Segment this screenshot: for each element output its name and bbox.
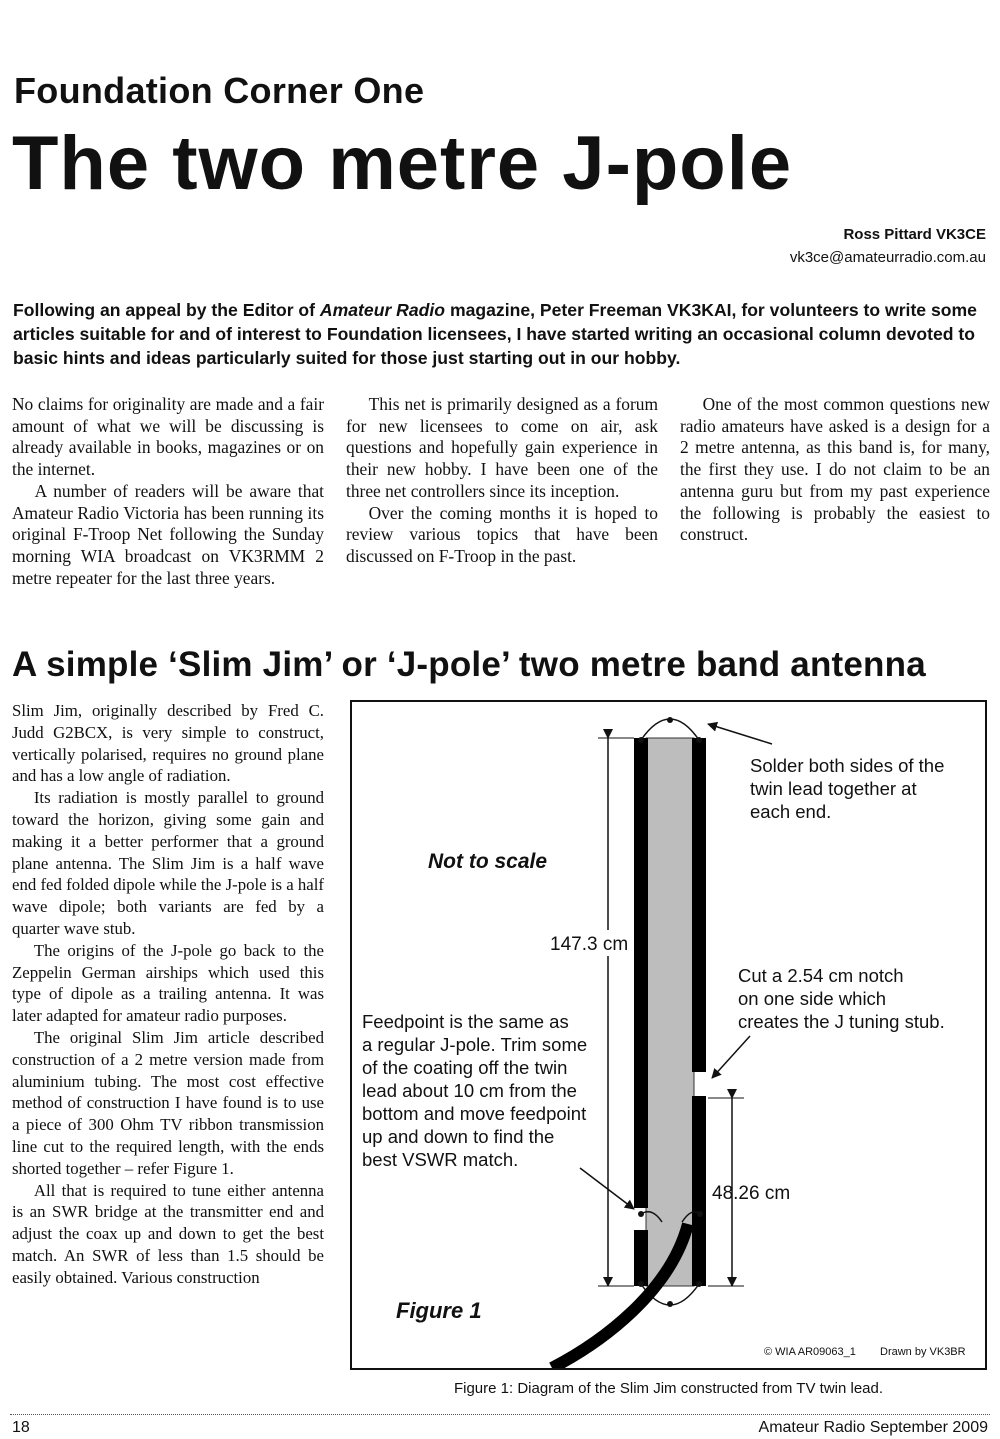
right-conductor-upper	[692, 738, 706, 1072]
intro-magazine-name: Amateur Radio	[319, 300, 446, 320]
drawn-by-note: Drawn by VK3BR	[880, 1346, 966, 1358]
solder-note-line: each end.	[750, 801, 832, 822]
notch-note-line: Cut a 2.54 cm notch	[738, 965, 904, 986]
bottom-solder-dot-mid	[667, 1301, 673, 1307]
slim-jim-diagram	[352, 702, 985, 1368]
paragraph: The origins of the J-pole go back to the Zeppelin German airships which used this type of dipole as a trailing antenna. It was later adapted for amateur radio purposes.	[12, 940, 324, 1026]
right-conductor-lower	[692, 1096, 706, 1286]
notch-note-line: on one side which	[738, 988, 887, 1009]
page-title: The two metre J-pole	[12, 121, 793, 206]
feedpoint-note-line: a regular J-pole. Trim some	[362, 1034, 588, 1055]
feedpoint-note-arrow	[580, 1168, 634, 1209]
article-column-2	[346, 394, 658, 568]
figure-caption: Figure 1: Diagram of the Slim Jim constructed from TV twin lead.	[453, 1380, 884, 1397]
intro-text-end: magazine, Peter Freeman VK3KAI, for volunteers to write some articles suitable for and of interest to Foundation licensees, I have started writing an occasional column devoted to basic hints and ideas particularly suited for those just starting out in our hobby.	[13, 300, 977, 368]
author-email[interactable]: vk3ce@amateurradio.com.au	[789, 249, 986, 266]
notch-note-line: creates the J tuning stub.	[738, 1011, 945, 1032]
footer-divider	[10, 1414, 990, 1415]
paragraph: One of the most common questions new radio amateurs have asked is a design for a 2 metre antenna, as this band is, for many, the first they use. I do not claim to be an antenna guru but from my past experience the following is probably the easiest to construct.	[680, 394, 990, 545]
feedpoint-note-line: bottom and move feedpoint	[362, 1103, 587, 1124]
figure-label: Figure 1	[396, 1298, 482, 1323]
left-conductor-upper	[634, 738, 648, 1208]
feed-dot-left	[638, 1211, 644, 1217]
copyright-note: © WIA AR09063_1	[764, 1346, 856, 1358]
total-length-label: 147.3 cm	[550, 934, 629, 955]
top-solder-dot-right	[696, 737, 702, 743]
solder-note-arrow	[708, 724, 772, 744]
page-number: 18	[12, 1419, 30, 1436]
twin-lead-dielectric	[646, 738, 694, 1286]
figure-1-box	[350, 700, 987, 1370]
feedpoint-note-line: lead about 10 cm from the	[362, 1080, 577, 1101]
top-solder-dot-left	[638, 737, 644, 743]
paragraph: This net is primarily designed as a forum for new licensees to come on air, ask questions and hopefully gain experience in their new hobby. I have been one of the three net controllers since its inception.	[346, 394, 658, 501]
paragraph: A number of readers will be aware that Amateur Radio Victoria has been running its original F-Troop Net following the Sunday morning WIA broadcast on VK3RMM 2 metre repeater for the last three years.	[12, 480, 324, 588]
paragraph: No claims for originality are made and a fair amount of what we will be discussing is already available in books, magazines or on the internet.	[12, 394, 324, 480]
not-to-scale-label: Not to scale	[428, 850, 548, 873]
kicker-heading: Foundation Corner One	[14, 70, 425, 111]
bottom-solder-dot-left	[638, 1281, 644, 1287]
solder-note-line: Solder both sides of the	[750, 755, 945, 776]
section-column	[12, 700, 324, 1289]
intro-text-start: Following an appeal by the Editor of	[13, 300, 320, 320]
feedpoint-note-line: best VSWR match.	[362, 1149, 519, 1170]
feedpoint-note-line: Feedpoint is the same as	[362, 1011, 569, 1032]
notch-note-arrow	[712, 1036, 750, 1078]
paragraph: Over the coming months it is hoped to review various topics that have been discussed on F-Troop in the past.	[346, 502, 658, 566]
publication-info: Amateur Radio September 2009	[758, 1419, 988, 1436]
article-column-1	[12, 394, 324, 589]
top-solder-dot-mid	[667, 717, 673, 723]
section-heading: A simple ‘Slim Jim’ or ‘J-pole’ two metre band antenna	[12, 645, 926, 684]
author-name: Ross Pittard VK3CE	[843, 226, 986, 243]
left-conductor-lower	[634, 1230, 648, 1286]
paragraph: All that is required to tune either antenna is an SWR bridge at the transmitter end and adjust the coax up and down to get the best match. An SWR of less than 1.5 should be easily obtained. Various construction	[12, 1180, 324, 1287]
bottom-solder-dot-right	[696, 1281, 702, 1287]
paragraph: The original Slim Jim article described construction of a 2 metre version made from aluminium tubing. The most cost effective method of construction I have found is to use a piece of 300 Ohm TV ribbon transmission line cut to the required length, with the ends shorted together – refer Figure 1.	[12, 1027, 324, 1178]
intro-paragraph	[13, 298, 988, 370]
feedpoint-note-line: up and down to find the	[362, 1126, 555, 1147]
feed-dot-right	[697, 1211, 703, 1217]
stub-length-label: 48.26 cm	[712, 1183, 791, 1204]
paragraph: Its radiation is mostly parallel to ground toward the horizon, giving some gain and making it a better performer that a ground plane antenna. The Slim Jim is a half wave end fed folded dipole while the J-pole is a half wave dipole; both variants are fed by a quarter wave stub.	[12, 788, 324, 938]
feedpoint-note-line: of the coating off the twin	[362, 1057, 568, 1078]
solder-note-line: twin lead together at	[750, 778, 917, 799]
paragraph: Slim Jim, originally described by Fred C. Judd G2BCX, is very simple to construct, vertically polarised, requires no ground plane and has a low angle of radiation.	[12, 701, 324, 786]
article-column-3	[680, 394, 990, 546]
